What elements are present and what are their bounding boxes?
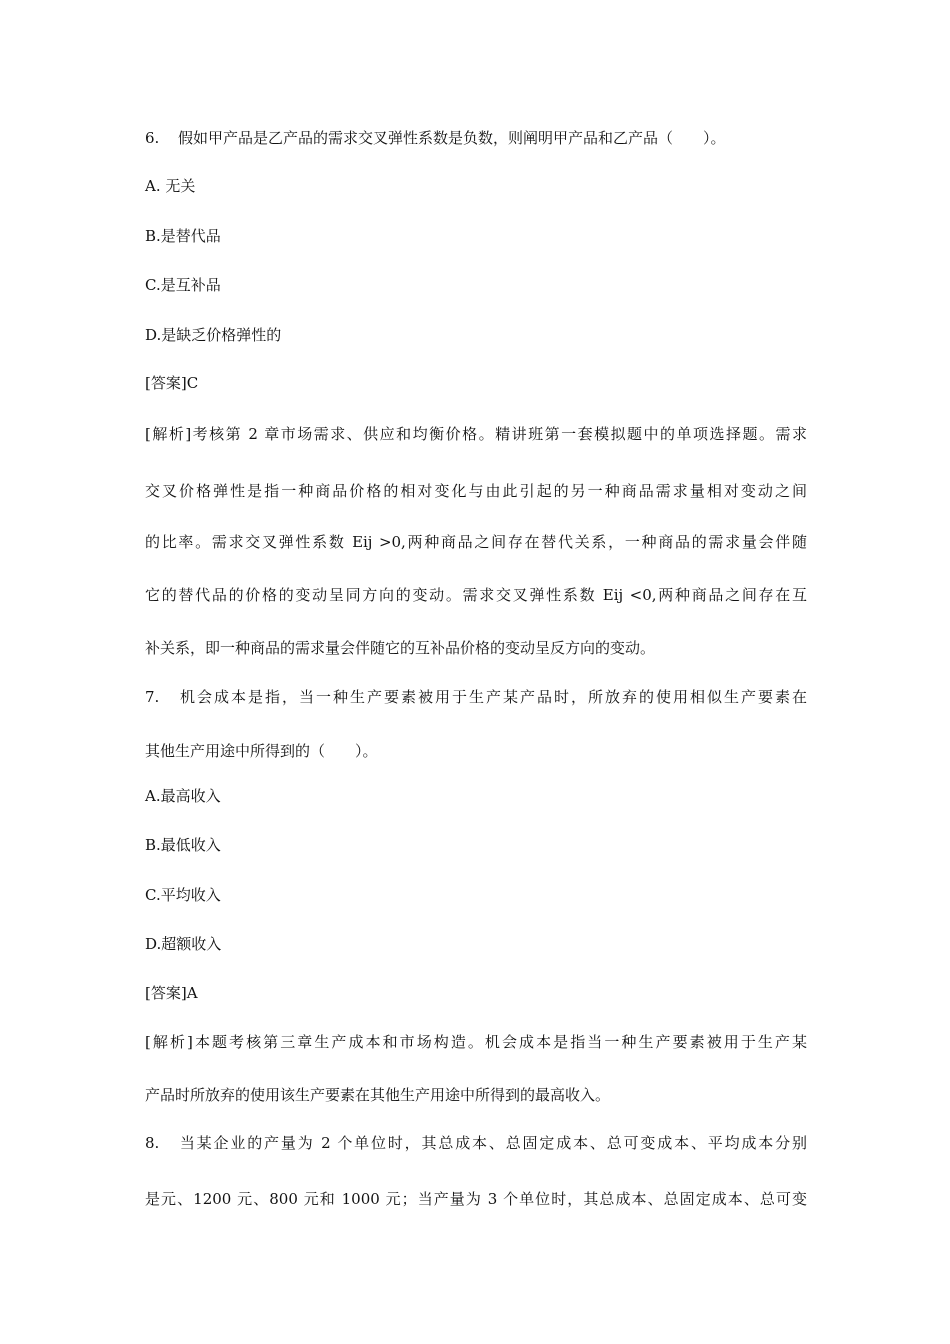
document-page xyxy=(145,0,810,1344)
question-7-answer: [答案]A xyxy=(145,984,198,1002)
question-6-explanation-line: 交叉价格弹性是指一种商品价格的相对变化与由此引起的另一种商品需求量相对变动之间 xyxy=(145,482,807,500)
question-7-stem xyxy=(145,687,807,707)
question-7-option-d: D.超额收入 xyxy=(145,935,222,953)
question-text: 当某企业的产量为 2 个单位时，其总成本、总固定成本、总可变成本、平均成本分别 xyxy=(178,1134,807,1152)
question-text: 假如甲产品是乙产品的需求交叉弹性系数是负数，则阐明甲产品和乙产品（ ）。 xyxy=(178,129,726,147)
question-7-explanation-line: 产品时所放弃的使用该生产要素在其他生产用途中所得到的最高收入。 xyxy=(145,1086,611,1104)
question-6-explanation-line: [解析]考核第 2 章市场需求、供应和均衡价格。精讲班第一套模拟题中的单项选择题。需求 xyxy=(145,425,807,443)
question-6-option-a: A. 无关 xyxy=(145,177,196,195)
question-8-stem xyxy=(145,1133,807,1153)
question-7-explanation-line: [解析]本题考核第三章生产成本和市场构造。机会成本是指当一种生产要素被用于生产某 xyxy=(145,1033,807,1051)
question-number: 7. xyxy=(145,688,160,706)
question-text: 机会成本是指，当一种生产要素被用于生产某产品时，所放弃的使用相似生产要素在 xyxy=(178,688,807,706)
question-6-explanation-line: 的比率。需求交叉弹性系数 Eij >0,两种商品之间存在替代关系，一种商品的需求量会伴随 xyxy=(145,533,807,551)
question-7-stem-continued: 其他生产用途中所得到的（ ）。 xyxy=(145,742,378,760)
question-7-option-c: C.平均收入 xyxy=(145,886,221,904)
question-8-stem-continued: 是元、1200 元、800 元和 1000 元；当产量为 3 个单位时，其总成本、总固定成本、总可变 xyxy=(145,1190,807,1208)
question-6-option-d: D.是缺乏价格弹性的 xyxy=(145,326,282,344)
question-6-option-b: B.是替代品 xyxy=(145,227,221,245)
question-number: 8. xyxy=(145,1134,160,1152)
question-6-option-c: C.是互补品 xyxy=(145,276,221,294)
question-number: 6. xyxy=(145,129,160,147)
question-7-option-b: B.最低收入 xyxy=(145,836,221,854)
question-6-answer: [答案]C xyxy=(145,374,199,392)
question-6-explanation-line: 它的替代品的价格的变动呈同方向的变动。需求交叉弹性系数 Eij <0,两种商品之间存在互 xyxy=(145,586,807,604)
question-6-stem xyxy=(145,128,726,148)
question-6-explanation-line: 补关系，即一种商品的需求量会伴随它的互补品价格的变动呈反方向的变动。 xyxy=(145,639,656,657)
question-7-option-a: A.最高收入 xyxy=(145,787,221,805)
